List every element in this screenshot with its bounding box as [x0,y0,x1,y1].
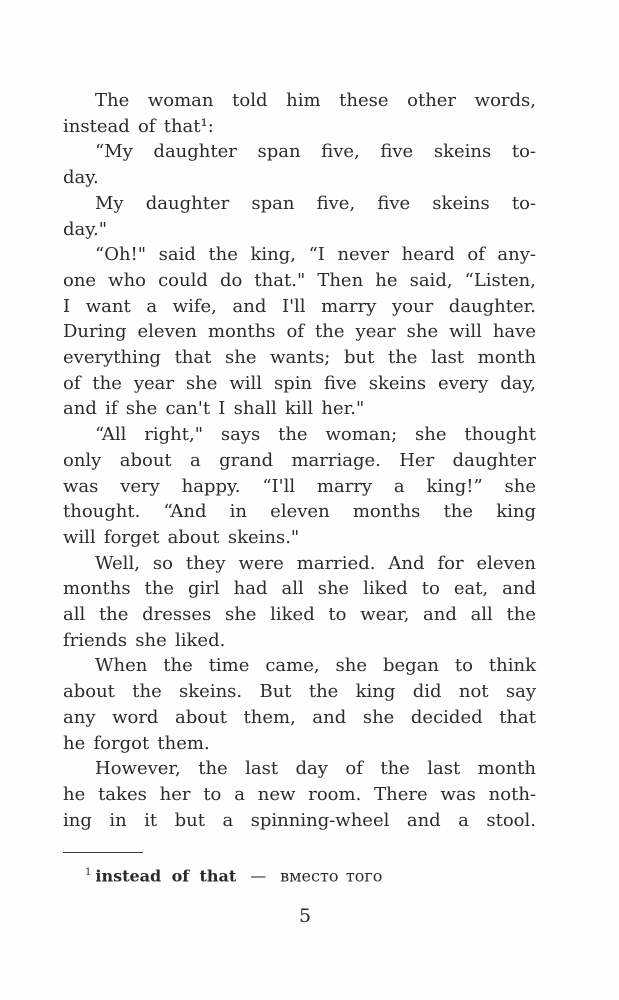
text-line: he forgot them. [63,732,210,754]
paragraph [63,88,536,139]
text-line: was very happy. “I'll marry a king!” she [63,475,536,497]
text-line: months the girl had all she liked to eat, and [63,578,536,600]
footnote [63,852,536,888]
paragraph [63,653,536,756]
text-line: Well, so they were married. And for eleven [95,552,536,574]
text-line: of the year she will spin five skeins every day, [63,372,536,394]
text-line: about the skeins. But the king did not say [63,681,536,703]
text-line: everything that she wants; but the last month [63,347,536,369]
paragraph [63,756,536,833]
page-number: 5 [298,905,312,927]
text-line: any word about them, and she decided that [63,706,536,728]
text-line: one who could do that." Then he said, “Listen, [63,269,536,291]
text-line: instead of that¹: [63,115,214,137]
text-line: “My daughter span five, five skeins to- [95,141,536,163]
paragraph [63,139,536,190]
text-line: and if she can't I shall kill her." [63,398,365,420]
footnote-separator: — [250,866,267,886]
text-line: day." [63,218,108,240]
paragraph [63,422,536,551]
text-line: “All right," says the woman; she thought [95,424,536,446]
text-line: will forget about skeins." [63,526,300,548]
text-line: ing in it but a spinning-wheel and a stool. [63,809,536,831]
footnote-rule [63,852,143,853]
text-line: However, the last day of the last month [95,758,536,780]
footnote-translation: вместо того [280,866,383,886]
text-line: During eleven months of the year she will have [63,321,536,343]
text-line: The woman told him these other words, [95,90,536,111]
text-line: “Oh!" said the king, “I never heard of any- [95,244,536,266]
text-line: I want a wife, and I'll marry your daughter. [63,295,536,317]
footnote-term: instead of that [95,866,237,886]
text-line: day. [63,167,99,189]
paragraph [63,551,536,654]
text-line: When the time came, she began to think [95,655,536,677]
text-line: My daughter span five, five skeins to- [95,192,536,214]
footnote-marker: 1 [85,867,92,878]
text-line: only about a grand marriage. Her daughter [63,449,536,471]
paragraph [63,191,536,242]
story-text [63,88,536,833]
footnote-text [63,861,536,888]
text-line: thought. “And in eleven months the king [63,501,536,523]
text-line: he takes her to a new room. There was noth- [63,783,536,805]
paragraph [63,242,536,422]
text-line: all the dresses she liked to wear, and all the [63,604,536,626]
text-line: friends she liked. [63,629,226,651]
